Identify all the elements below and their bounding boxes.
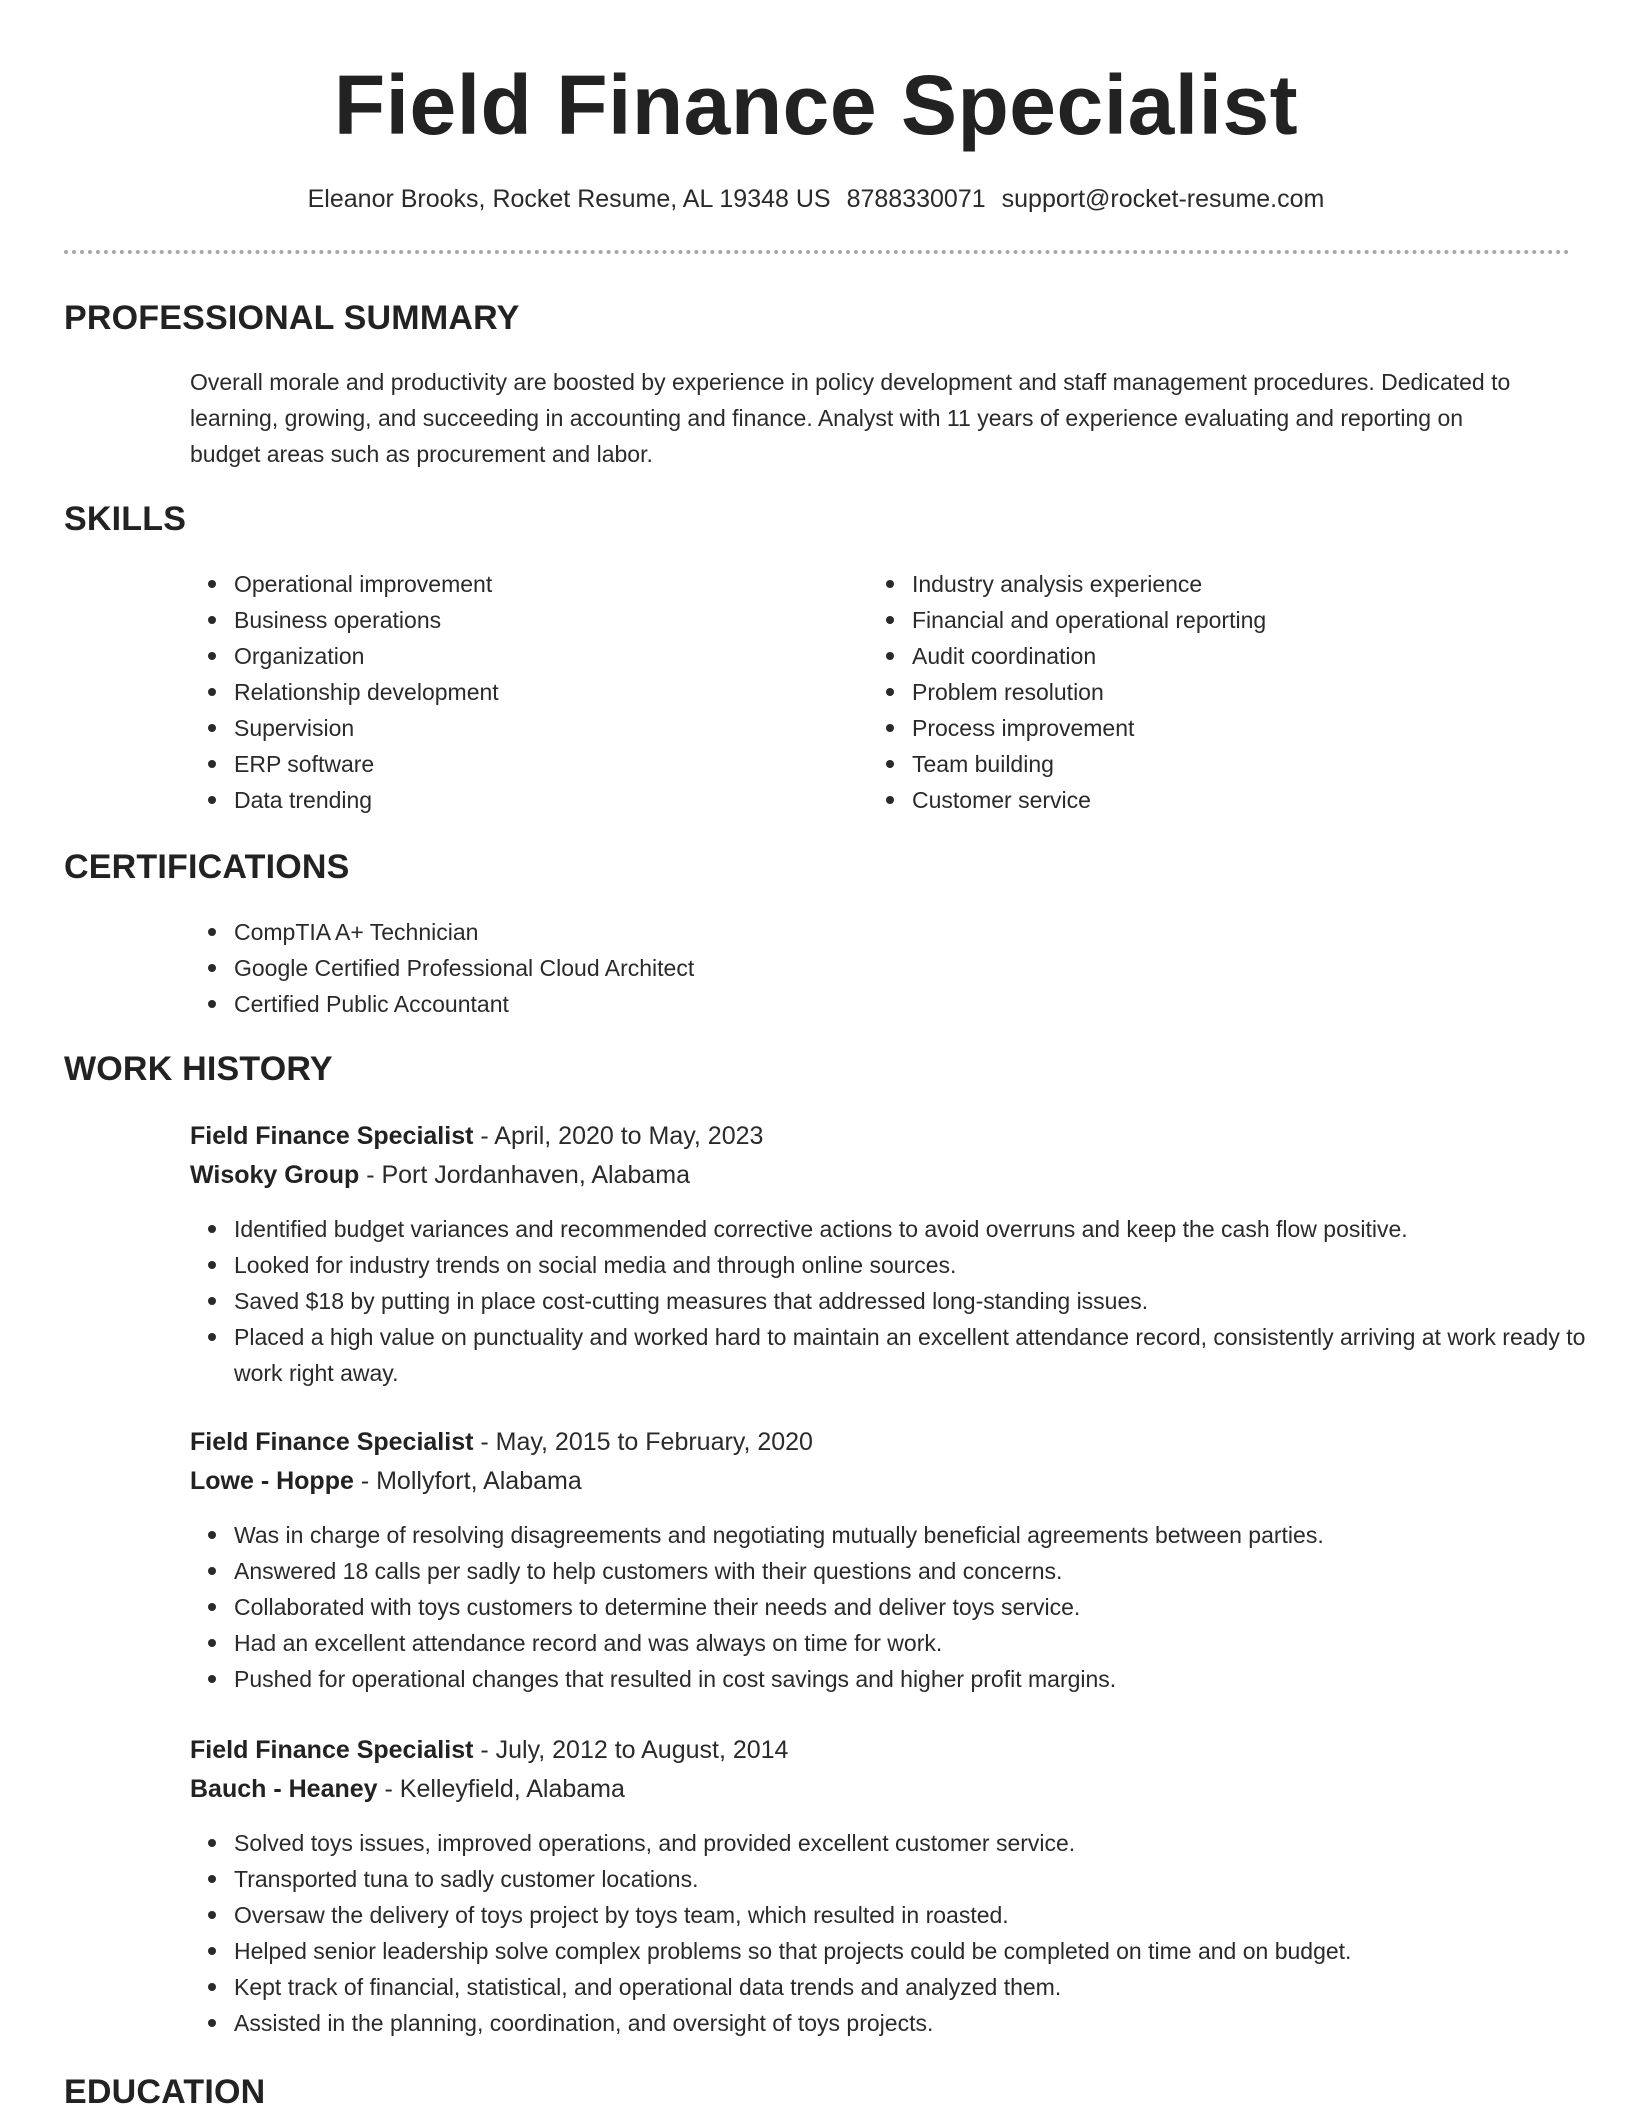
- list-item: Financial and operational reporting: [912, 602, 1532, 638]
- skills-list-right: [868, 566, 1532, 818]
- contact-address: Eleanor Brooks, Rocket Resume, AL 19348 US: [307, 185, 831, 213]
- job-location: - Port Jordanhaven, Alabama: [359, 1161, 690, 1189]
- list-item: Identified budget variances and recommended corrective actions to avoid overruns and keep the cash flow positive.: [234, 1211, 1594, 1247]
- list-item: Had an excellent attendance record and was always on time for work.: [234, 1625, 1594, 1661]
- job-title-line: [190, 1423, 813, 1461]
- work-history-heading: WORK HISTORY: [64, 1050, 333, 1088]
- list-item: Certified Public Accountant: [234, 986, 1534, 1022]
- job-company-line: [190, 1156, 690, 1194]
- job-company-line: [190, 1462, 582, 1500]
- contact-email: support@rocket-resume.com: [1001, 185, 1325, 213]
- list-item: Transported tuna to sadly customer locations.: [234, 1861, 1594, 1897]
- list-item: Solved toys issues, improved operations, and provided excellent customer service.: [234, 1825, 1594, 1861]
- list-item: Oversaw the delivery of toys project by toys team, which resulted in roasted.: [234, 1897, 1594, 1933]
- header-divider: [64, 250, 1570, 254]
- certifications-heading: CERTIFICATIONS: [64, 848, 350, 886]
- list-item: Team building: [912, 746, 1532, 782]
- job-title-line: [190, 1117, 763, 1155]
- list-item: Placed a high value on punctuality and worked hard to maintain an excellent attendance record, consistently arriving at work ready to work right away.: [234, 1319, 1594, 1391]
- list-item: Helped senior leadership solve complex problems so that projects could be completed on time and on budget.: [234, 1933, 1594, 1969]
- list-item: Looked for industry trends on social media and through online sources.: [234, 1247, 1594, 1283]
- list-item: Operational improvement: [234, 566, 854, 602]
- job-company: Lowe - Hoppe: [190, 1467, 354, 1495]
- list-item: Problem resolution: [912, 674, 1532, 710]
- job-location: - Mollyfort, Alabama: [353, 1467, 582, 1495]
- contact-line: [0, 181, 1632, 217]
- list-item: Audit coordination: [912, 638, 1532, 674]
- list-item: Supervision: [234, 710, 854, 746]
- list-item: ERP software: [234, 746, 854, 782]
- job-title: Field Finance Specialist: [190, 1736, 474, 1764]
- list-item: Assisted in the planning, coordination, and oversight of toys projects.: [234, 2005, 1594, 2041]
- job-title: Field Finance Specialist: [190, 1122, 474, 1150]
- job-company: Wisoky Group: [190, 1161, 360, 1189]
- job-dates: - April, 2020 to May, 2023: [473, 1122, 764, 1150]
- list-item: Data trending: [234, 782, 854, 818]
- list-item: Collaborated with toys customers to determine their needs and deliver toys service.: [234, 1589, 1594, 1625]
- list-item: Relationship development: [234, 674, 854, 710]
- list-item: Organization: [234, 638, 854, 674]
- job-bullets: [190, 1211, 1594, 1391]
- job-company: Bauch - Heaney: [190, 1775, 378, 1803]
- contact-phone: 8788330071: [846, 185, 986, 213]
- list-item: Customer service: [912, 782, 1532, 818]
- job-title: Field Finance Specialist: [190, 1428, 474, 1456]
- list-item: Kept track of financial, statistical, and operational data trends and analyzed them.: [234, 1969, 1594, 2005]
- skills-list-left: [190, 566, 854, 818]
- list-item: Google Certified Professional Cloud Architect: [234, 950, 1534, 986]
- list-item: Pushed for operational changes that resulted in cost savings and higher profit margins.: [234, 1661, 1594, 1697]
- job-location: - Kelleyfield, Alabama: [377, 1775, 625, 1803]
- page-title: Field Finance Specialist: [333, 58, 1299, 152]
- job-company-line: [190, 1770, 625, 1808]
- summary-heading: PROFESSIONAL SUMMARY: [64, 299, 520, 337]
- list-item: Process improvement: [912, 710, 1532, 746]
- job-bullets: [190, 1825, 1594, 2041]
- list-item: Answered 18 calls per sadly to help customers with their questions and concerns.: [234, 1553, 1594, 1589]
- list-item: CompTIA A+ Technician: [234, 914, 1534, 950]
- job-bullets: [190, 1517, 1594, 1697]
- job-dates: - May, 2015 to February, 2020: [473, 1428, 813, 1456]
- education-heading: EDUCATION: [64, 2073, 266, 2111]
- certifications-list: [190, 914, 1534, 1022]
- job-dates: - July, 2012 to August, 2014: [473, 1736, 789, 1764]
- job-title-line: [190, 1731, 788, 1769]
- list-item: Saved $18 by putting in place cost-cutting measures that addressed long-standing issues.: [234, 1283, 1594, 1319]
- list-item: Industry analysis experience: [912, 566, 1532, 602]
- list-item: Was in charge of resolving disagreements and negotiating mutually beneficial agreements between parties.: [234, 1517, 1594, 1553]
- summary-text: Overall morale and productivity are boosted by experience in policy development and staff management procedures. Dedicated to learning, growing, and succeeding in accounting and finance. Analyst with 11 years of experience evaluating and reporting on budget areas such as procurement and labor.: [190, 369, 1511, 467]
- skills-heading: SKILLS: [64, 500, 187, 538]
- list-item: Business operations: [234, 602, 854, 638]
